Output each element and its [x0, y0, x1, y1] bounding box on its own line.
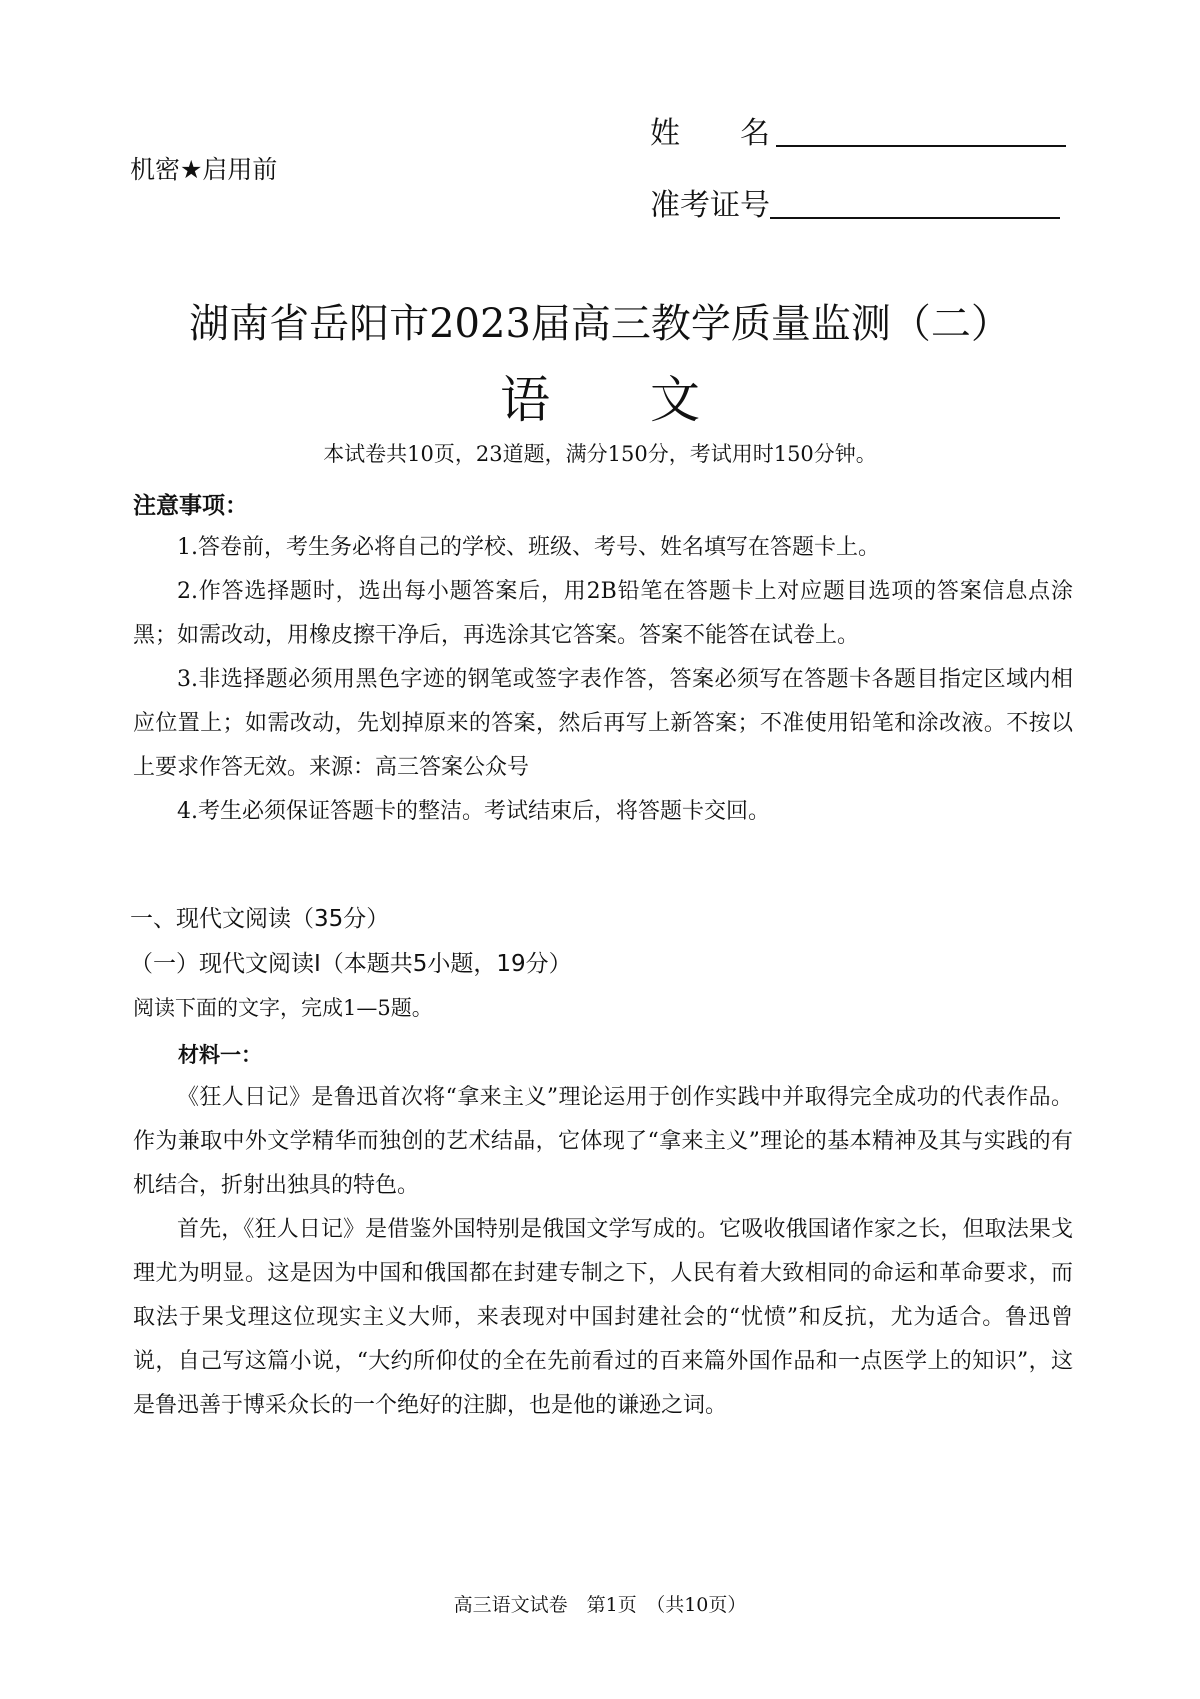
notice-item-2: 2.作答选择题时，选出每小题答案后，用2B铅笔在答题卡上对应题目选项的答案信息点涂黑；如需改动，用橡皮擦干净后，再选涂其它答案。答案不能答在试卷上。	[133, 579, 1073, 648]
exam-id-blank-line[interactable]	[770, 187, 1060, 219]
notice-item-3: 3.非选择题必须用黑色字迹的钢笔或签字表作答，答案必须写在答题卡各题目指定区域内相应位置上；如需改动，先划掉原来的答案，然后再写上新答案；不准使用铅笔和涂改液。不按以上要求作答无效。来源：高三答案公众号	[133, 667, 1073, 780]
name-label: 姓 名	[650, 116, 770, 151]
exam-title: 湖南省岳阳市2023届高三教学质量监测（二）	[189, 301, 1011, 347]
name-blank-line[interactable]	[776, 115, 1066, 147]
confidential-mark: 机密★启用前	[130, 155, 278, 184]
name-field	[650, 108, 1066, 152]
section-subheading: （一）现代文阅读I（本题共5小题，19分）	[130, 951, 572, 977]
exam-info: 本试卷共10页，23道题，满分150分，考试用时150分钟。	[323, 442, 877, 466]
notice-item-1: 1.答卷前，考生务必将自己的学校、班级、考号、姓名填写在答题卡上。	[177, 535, 880, 560]
subject-char-1: 语	[500, 371, 550, 429]
section-heading: 一、现代文阅读（35分）	[130, 906, 390, 932]
exam-id-label: 准考证号	[650, 188, 770, 223]
exam-id-field	[650, 180, 1060, 224]
material-label: 材料一：	[178, 1043, 262, 1067]
material-paragraph-2: 首先，《狂人日记》是借鉴外国特别是俄国文学写成的。它吸收俄国诸作家之长，但取法果戈理尤为明显。这是因为中国和俄国都在封建专制之下，人民有着大致相同的命运和革命要求，而取法于果戈理这位现实主义大师，来表现对中国封建社会的“忧愤”和反抗，尤为适合。鲁迅曾说，自己写这篇小说，“大约所仰仗的全在先前看过的百来篇外国作品和一点医学上的知识”，这是鲁迅善于博采众长的一个绝好的注脚，也是他的谦逊之词。	[133, 1217, 1073, 1418]
subject-title	[0, 360, 1200, 432]
page-footer: 高三语文试卷 第1页 （共10页）	[453, 1594, 747, 1616]
subject-char-2: 文	[650, 371, 700, 429]
material-paragraph-1: 《狂人日记》是鲁迅首次将“拿来主义”理论运用于创作实践中并取得完全成功的代表作品。作为兼取中外文学精华而独创的艺术结晶，它体现了“拿来主义”理论的基本精神及其与实践的有机结合，折射出独具的特色。	[133, 1085, 1073, 1198]
notice-heading: 注意事项：	[133, 493, 248, 519]
reading-instruction: 阅读下面的文字，完成1—5题。	[133, 996, 433, 1020]
notice-item-4: 4.考生必须保证答题卡的整洁。考试结束后，将答题卡交回。	[177, 799, 770, 824]
